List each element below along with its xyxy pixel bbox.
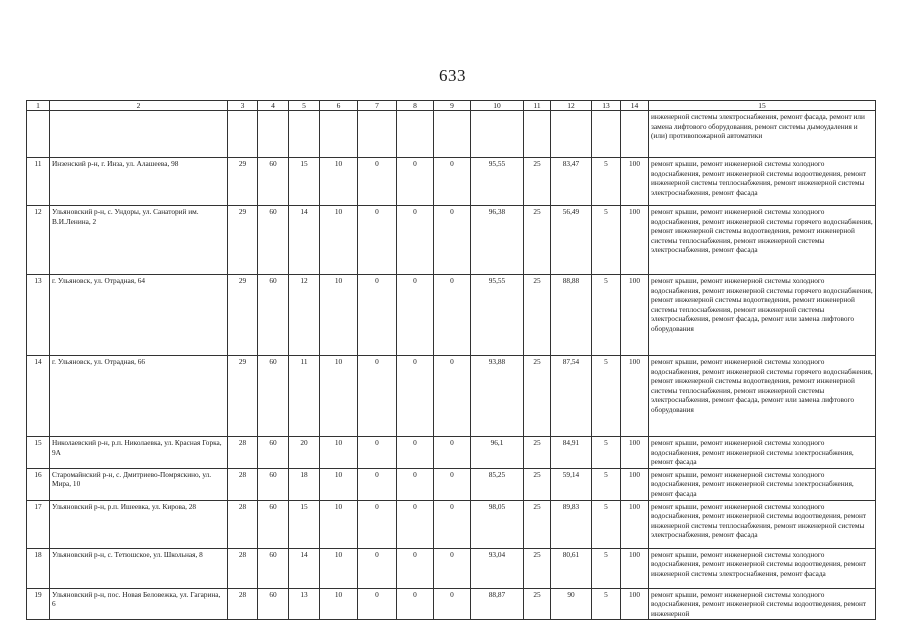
row-number (27, 111, 50, 158)
repair-works-cell: ремонт крыши, ремонт инженерной системы холодного водоснабжения, ремонт инженерной системы водоотведения, ремонт инженерной системы теплоснабжения, ремонт инженерной системы электроснабжения, ремонт фасада (649, 500, 876, 548)
value-cell: 15 (289, 158, 320, 206)
repair-works-cell: ремонт крыши, ремонт инженерной системы холодного водоснабжения, ремонт инженерной системы горячего водоснабжения, ремонт инженерной системы водоотведения, ремонт инженерной системы теплоснабжения, ремонт инженерной системы электроснабжения, ремонт фасада, ремонт или замена лифтового оборудования (649, 275, 876, 356)
table-row (27, 468, 876, 500)
value-cell: 0 (358, 275, 397, 356)
value-cell (524, 111, 551, 158)
value-cell: 5 (592, 588, 621, 620)
value-cell: 100 (621, 500, 649, 548)
column-header: 13 (592, 101, 621, 111)
table-row (27, 500, 876, 548)
table-row (27, 206, 876, 275)
value-cell: 100 (621, 275, 649, 356)
value-cell: 0 (434, 158, 471, 206)
value-cell: 60 (258, 275, 289, 356)
column-header: 4 (258, 101, 289, 111)
value-cell: 11 (289, 356, 320, 437)
value-cell: 0 (434, 500, 471, 548)
value-cell: 60 (258, 548, 289, 588)
value-cell: 100 (621, 548, 649, 588)
address-cell: г. Ульяновск, ул. Отрадная, 66 (50, 356, 228, 437)
value-cell: 5 (592, 275, 621, 356)
value-cell: 0 (434, 275, 471, 356)
value-cell (434, 111, 471, 158)
value-cell: 0 (397, 158, 434, 206)
value-cell: 96,38 (471, 206, 524, 275)
value-cell: 0 (434, 548, 471, 588)
table-row (27, 275, 876, 356)
address-cell: Инзенский р-н, г. Инза, ул. Алашеева, 98 (50, 158, 228, 206)
column-header: 2 (50, 101, 228, 111)
repair-works-cell: ремонт крыши, ремонт инженерной системы холодного водоснабжения, ремонт инженерной системы водоотведения, ремонт инженерной системы электроснабжения, ремонт фасада (649, 548, 876, 588)
row-number: 15 (27, 437, 50, 469)
value-cell: 83,47 (551, 158, 592, 206)
value-cell: 0 (397, 548, 434, 588)
repair-works-cell: ремонт крыши, ремонт инженерной системы холодного водоснабжения, ремонт инженерной системы электроснабжения, ремонт фасада (649, 437, 876, 469)
value-cell: 93,04 (471, 548, 524, 588)
page-number: 633 (439, 66, 466, 85)
value-cell: 0 (358, 500, 397, 548)
value-cell: 29 (228, 158, 258, 206)
value-cell: 5 (592, 158, 621, 206)
value-cell: 88,88 (551, 275, 592, 356)
repair-works-cell: ремонт крыши, ремонт инженерной системы холодного водоснабжения, ремонт инженерной системы водоотведения, ремонт инженерной системы теплоснабжения, ремонт инженерной системы электроснабжения, ремонт фасада (649, 158, 876, 206)
value-cell: 5 (592, 500, 621, 548)
table-row (27, 588, 876, 620)
value-cell: 25 (524, 468, 551, 500)
row-number: 13 (27, 275, 50, 356)
value-cell: 96,1 (471, 437, 524, 469)
column-header: 5 (289, 101, 320, 111)
value-cell: 59,14 (551, 468, 592, 500)
value-cell: 0 (358, 437, 397, 469)
repair-works-cell: ремонт крыши, ремонт инженерной системы холодного водоснабжения, ремонт инженерной системы горячего водоснабжения, ремонт инженерной системы водоотведения, ремонт инженерной системы теплоснабжения, ремонт инженерной системы электроснабжения, ремонт фасада, ремонт или замена лифтового оборудования (649, 356, 876, 437)
value-cell: 95,55 (471, 158, 524, 206)
value-cell: 0 (358, 588, 397, 620)
value-cell (320, 111, 358, 158)
value-cell: 14 (289, 548, 320, 588)
value-cell: 100 (621, 468, 649, 500)
value-cell: 5 (592, 437, 621, 469)
column-header: 3 (228, 101, 258, 111)
value-cell (258, 111, 289, 158)
column-header: 7 (358, 101, 397, 111)
value-cell: 10 (320, 588, 358, 620)
column-header: 10 (471, 101, 524, 111)
value-cell: 0 (358, 206, 397, 275)
value-cell: 0 (397, 356, 434, 437)
value-cell: 28 (228, 437, 258, 469)
table-row (27, 548, 876, 588)
column-header: 9 (434, 101, 471, 111)
value-cell: 0 (397, 468, 434, 500)
value-cell: 10 (320, 437, 358, 469)
column-header: 12 (551, 101, 592, 111)
value-cell: 5 (592, 206, 621, 275)
address-cell: г. Ульяновск, ул. Отрадная, 64 (50, 275, 228, 356)
row-number: 19 (27, 588, 50, 620)
value-cell: 28 (228, 500, 258, 548)
value-cell (358, 111, 397, 158)
value-cell: 5 (592, 468, 621, 500)
column-header: 11 (524, 101, 551, 111)
value-cell: 95,55 (471, 275, 524, 356)
value-cell: 60 (258, 588, 289, 620)
value-cell: 25 (524, 158, 551, 206)
column-header: 14 (621, 101, 649, 111)
repair-works-cell: ремонт крыши, ремонт инженерной системы холодного водоснабжения, ремонт инженерной системы электроснабжения, ремонт фасада (649, 468, 876, 500)
address-cell: Николаевский р-н, р.п. Николаевка, ул. Красная Горка, 9А (50, 437, 228, 469)
value-cell: 60 (258, 206, 289, 275)
value-cell: 100 (621, 437, 649, 469)
value-cell: 100 (621, 588, 649, 620)
value-cell: 60 (258, 437, 289, 469)
value-cell: 93,88 (471, 356, 524, 437)
value-cell: 89,83 (551, 500, 592, 548)
value-cell: 5 (592, 356, 621, 437)
value-cell: 25 (524, 588, 551, 620)
address-cell: Ульяновский р-н, с. Тетюшское, ул. Школьная, 8 (50, 548, 228, 588)
value-cell: 98,05 (471, 500, 524, 548)
value-cell: 0 (434, 356, 471, 437)
value-cell: 29 (228, 356, 258, 437)
table-row (27, 158, 876, 206)
value-cell: 28 (228, 588, 258, 620)
column-header: 15 (649, 101, 876, 111)
value-cell: 88,87 (471, 588, 524, 620)
row-number: 12 (27, 206, 50, 275)
value-cell: 0 (434, 437, 471, 469)
repair-works-cell: ремонт крыши, ремонт инженерной системы холодного водоснабжения, ремонт инженерной системы водоотведения, ремонт инженерной (649, 588, 876, 620)
value-cell (551, 111, 592, 158)
value-cell: 60 (258, 158, 289, 206)
value-cell: 20 (289, 437, 320, 469)
repair-works-cell: ремонт крыши, ремонт инженерной системы холодного водоснабжения, ремонт инженерной системы горячего водоснабжения, ремонт инженерной системы водоотведения, ремонт инженерной системы теплоснабжения, ремонт инженерной системы электроснабжения, ремонт фасада (649, 206, 876, 275)
repair-priority-table (26, 100, 876, 620)
row-number: 16 (27, 468, 50, 500)
row-number: 18 (27, 548, 50, 588)
value-cell: 10 (320, 500, 358, 548)
value-cell: 0 (358, 356, 397, 437)
value-cell: 60 (258, 468, 289, 500)
value-cell: 25 (524, 206, 551, 275)
value-cell: 0 (397, 206, 434, 275)
value-cell: 13 (289, 588, 320, 620)
value-cell: 0 (397, 275, 434, 356)
value-cell: 80,61 (551, 548, 592, 588)
value-cell: 12 (289, 275, 320, 356)
value-cell: 100 (621, 356, 649, 437)
column-header: 8 (397, 101, 434, 111)
value-cell (592, 111, 621, 158)
value-cell: 14 (289, 206, 320, 275)
value-cell: 29 (228, 206, 258, 275)
value-cell: 85,25 (471, 468, 524, 500)
value-cell (621, 111, 649, 158)
value-cell: 10 (320, 356, 358, 437)
value-cell: 0 (434, 468, 471, 500)
value-cell: 60 (258, 500, 289, 548)
value-cell: 56,49 (551, 206, 592, 275)
column-number-header-row (27, 101, 876, 111)
table-row (27, 437, 876, 469)
value-cell: 0 (397, 588, 434, 620)
value-cell: 28 (228, 548, 258, 588)
value-cell: 0 (434, 588, 471, 620)
value-cell: 10 (320, 548, 358, 588)
value-cell: 10 (320, 275, 358, 356)
value-cell (471, 111, 524, 158)
value-cell: 0 (358, 468, 397, 500)
value-cell: 0 (397, 500, 434, 548)
value-cell: 29 (228, 275, 258, 356)
row-number: 11 (27, 158, 50, 206)
value-cell (397, 111, 434, 158)
value-cell: 25 (524, 275, 551, 356)
value-cell: 0 (358, 158, 397, 206)
row-number: 17 (27, 500, 50, 548)
column-header: 1 (27, 101, 50, 111)
value-cell: 10 (320, 468, 358, 500)
value-cell: 25 (524, 500, 551, 548)
value-cell: 0 (397, 437, 434, 469)
value-cell: 84,91 (551, 437, 592, 469)
value-cell: 0 (434, 206, 471, 275)
address-cell: Ульяновский р-н, пос. Новая Беловежка, ул. Гагарина, 6 (50, 588, 228, 620)
address-cell: Старомайнский р-н, с. Дмитриево-Помряскино, ул. Мира, 10 (50, 468, 228, 500)
row-number: 14 (27, 356, 50, 437)
value-cell (289, 111, 320, 158)
table-row (27, 111, 876, 158)
address-cell: Ульяновский р-н, р.п. Ишеевка, ул. Кирова, 28 (50, 500, 228, 548)
value-cell: 100 (621, 206, 649, 275)
value-cell: 0 (358, 548, 397, 588)
value-cell: 25 (524, 548, 551, 588)
value-cell: 15 (289, 500, 320, 548)
value-cell: 25 (524, 356, 551, 437)
value-cell: 28 (228, 468, 258, 500)
value-cell: 90 (551, 588, 592, 620)
value-cell: 10 (320, 158, 358, 206)
value-cell (228, 111, 258, 158)
value-cell: 10 (320, 206, 358, 275)
value-cell: 87,54 (551, 356, 592, 437)
value-cell: 5 (592, 548, 621, 588)
value-cell: 60 (258, 356, 289, 437)
address-cell: Ульяновский р-н, с. Ундоры, ул. Санаторий им. В.И.Ленина, 2 (50, 206, 228, 275)
column-header: 6 (320, 101, 358, 111)
address-cell (50, 111, 228, 158)
table-row (27, 356, 876, 437)
value-cell: 18 (289, 468, 320, 500)
repair-works-cell: инженерной системы электроснабжения, ремонт фасада, ремонт или замена лифтового оборудования, ремонт системы дымоудаления и (или) противопожарной автоматики (649, 111, 876, 158)
value-cell: 100 (621, 158, 649, 206)
value-cell: 25 (524, 437, 551, 469)
